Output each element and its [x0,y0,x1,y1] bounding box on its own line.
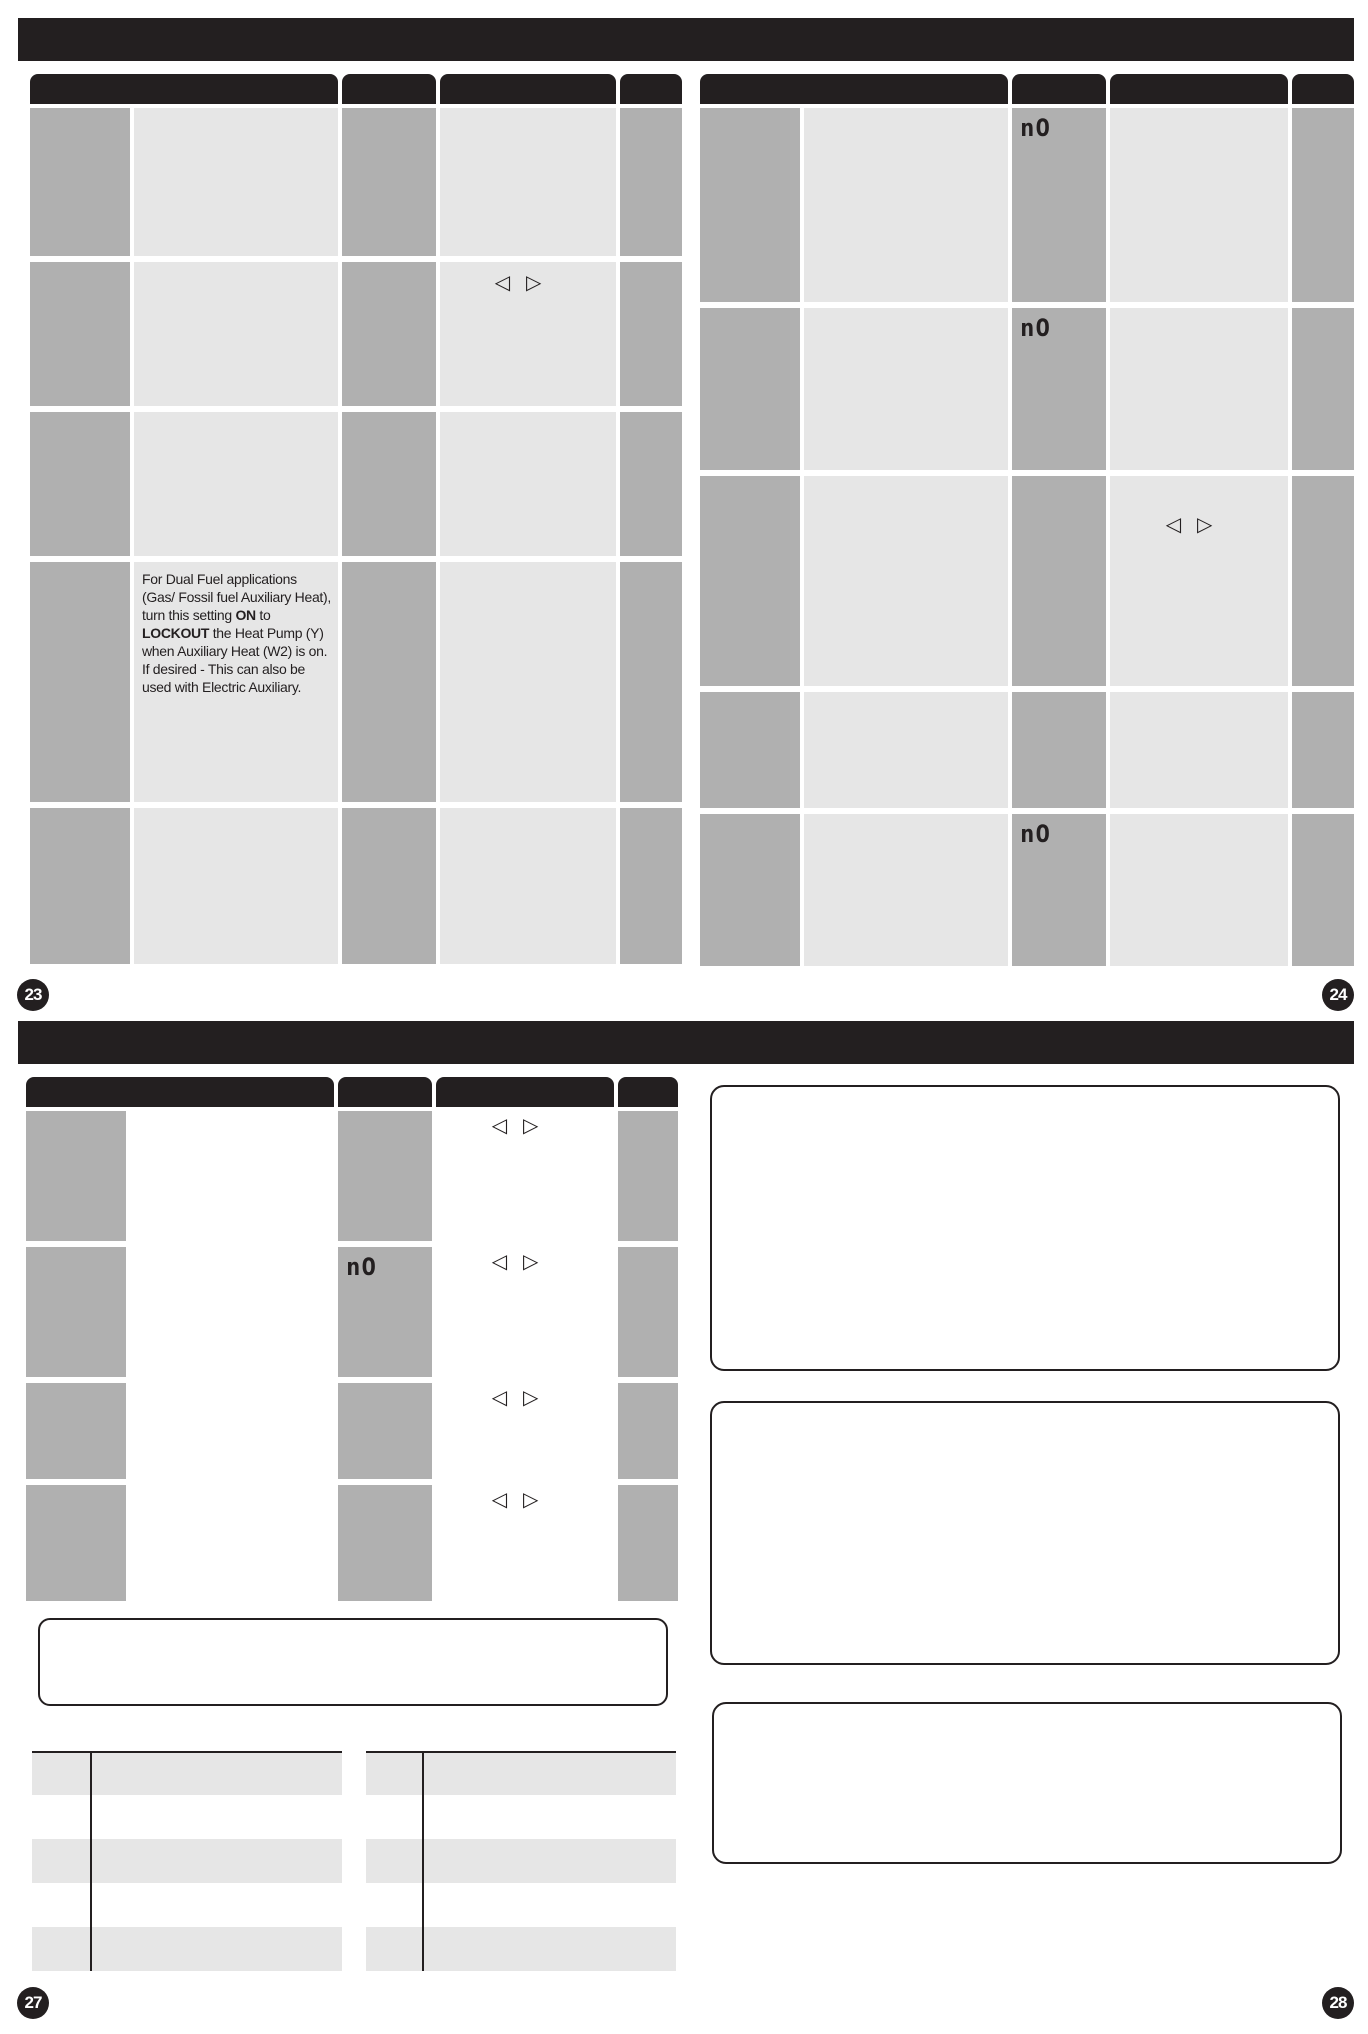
p28-info-box-3 [712,1702,1342,1864]
p23-row4-options-cell [440,562,616,802]
p23-row2-options-cell [440,262,616,406]
p27-row2-options-cell [436,1247,614,1377]
right-arrow-icon: ▷ [526,270,542,294]
dual-fuel-note-text-3: the Heat Pump (Y) when Auxiliary Heat (W2) is on. If desired - This can also be used with Electric Auxiliary. [142,625,328,695]
p24-row4-default-cell [1012,692,1106,808]
p28-info-box-2 [710,1401,1340,1665]
p27-row4-options-cell [436,1485,614,1601]
p23-row4-ref-cell [620,562,682,802]
p24-row2-options-cell [1110,308,1288,470]
p24-row3-options-cell [1110,476,1288,686]
p24-header-col-ref [1292,74,1354,104]
p27-note-box [38,1618,668,1706]
page-number-23: 23 [17,979,49,1011]
p27-row1-default-cell [338,1111,432,1241]
p27-header-col-ref [618,1077,678,1107]
p27-small-table-left-row3 [32,1839,342,1883]
p27-row4-ref-cell [618,1485,678,1601]
p23-row1-ref-cell [620,108,682,256]
right-arrow-icon: ▷ [523,1113,539,1137]
p23-header-col-options [440,74,616,104]
left-arrow-icon: ◁ [1165,512,1181,536]
p28-info-box-1 [710,1085,1340,1371]
p27-row4-default-cell [338,1485,432,1601]
p23-row3-default-cell [342,412,436,556]
p24-row3-default-cell [1012,476,1106,686]
p24-row4-label-cell [700,692,800,808]
p24-row1-label-cell [700,108,800,302]
p24-header-col-setting [700,74,1008,104]
p27-row1-description-cell [130,1111,334,1241]
p24-row2-ref-cell [1292,308,1354,470]
p27-small-table-left-row1 [32,1753,342,1795]
p23-row3-label-cell [30,412,130,556]
p23-row5-description-cell [134,808,338,964]
p24-row1-ref-cell [1292,108,1354,302]
dual-fuel-note-text-1: For Dual Fuel applications (Gas/ Fossil fuel Auxiliary Heat), turn this setting [142,571,331,623]
p23-row3-description-cell [134,412,338,556]
p24-header-col-options [1110,74,1288,104]
p24-row5-ref-cell [1292,814,1354,966]
p23-row2-label-cell [30,262,130,406]
left-arrow-icon: ◁ [491,1113,507,1137]
p27-small-table-right-row5 [366,1927,676,1971]
p24-row3-ref-cell [1292,476,1354,686]
p24-row1-options-cell [1110,108,1288,302]
p24-row5-label-cell [700,814,800,966]
p23-row4-default-cell [342,562,436,802]
right-arrow-icon: ▷ [523,1487,539,1511]
page-number-28: 28 [1322,1987,1354,2019]
p27-row3-options-cell [436,1383,614,1479]
p27-row2-label-cell [26,1247,126,1377]
dual-fuel-note-on: ON [235,607,256,623]
p27-row4-label-cell [26,1485,126,1601]
p23-row5-default-cell [342,808,436,964]
p24-row5-default-display: nO [1012,814,1106,966]
p24-row3-description-cell [804,476,1008,686]
left-arrow-icon: ◁ [494,270,510,294]
p23-row5-label-cell [30,808,130,964]
p23-row1-description-cell [134,108,338,256]
p23-row5-options-cell [440,808,616,964]
right-arrow-icon: ▷ [523,1249,539,1273]
p24-row4-options-cell [1110,692,1288,808]
p27-small-table-left-divider [90,1751,92,1971]
p24-row1-description-cell [804,108,1008,302]
left-arrow-icon: ◁ [491,1487,507,1511]
p23-header-col-ref [620,74,682,104]
p27-small-table-right-row1 [366,1753,676,1795]
p23-header-col-default [342,74,436,104]
p27-row3-description-cell [130,1383,334,1479]
p24-header-col-default [1012,74,1106,104]
page-number-27: 27 [17,1987,49,2019]
p23-row5-ref-cell [620,808,682,964]
p24-row4-description-cell [804,692,1008,808]
p27-header-col-options [436,1077,614,1107]
p24-row2-default-display: nO [1012,308,1106,470]
p23-row2-default-cell [342,262,436,406]
p27-row3-default-cell [338,1383,432,1479]
p23-row3-ref-cell [620,412,682,556]
bottom-title-band [18,1021,1354,1064]
p27-row3-ref-cell [618,1383,678,1479]
dual-fuel-note-lockout: LOCKOUT [142,625,210,641]
p23-row1-label-cell [30,108,130,256]
p23-row1-options-cell [440,108,616,256]
p27-row2-default-display: nO [338,1247,432,1377]
page-number-24: 24 [1322,979,1354,1011]
p23-row3-options-cell [440,412,616,556]
p27-row3-label-cell [26,1383,126,1479]
p27-row2-ref-cell [618,1247,678,1377]
p27-small-table-right-divider [422,1751,424,1971]
p24-row3-label-cell [700,476,800,686]
p23-row1-default-cell [342,108,436,256]
left-arrow-icon: ◁ [491,1385,507,1409]
p24-row5-options-cell [1110,814,1288,966]
right-arrow-icon: ▷ [523,1385,539,1409]
p27-header-col-setting [26,1077,334,1107]
right-arrow-icon: ▷ [1197,512,1213,536]
p23-row2-ref-cell [620,262,682,406]
p27-small-table-right-row3 [366,1839,676,1883]
p27-small-table-left-row5 [32,1927,342,1971]
p24-row5-description-cell [804,814,1008,966]
p24-row1-default-display: nO [1012,108,1106,302]
p27-row1-ref-cell [618,1111,678,1241]
p23-row2-description-cell [134,262,338,406]
p27-row4-description-cell [130,1485,334,1601]
p23-row4-label-cell [30,562,130,802]
p23-row4-description-cell [134,562,338,802]
top-title-band [18,18,1354,61]
p27-row1-options-cell [436,1111,614,1241]
p27-row2-description-cell [130,1247,334,1377]
p23-header-col-setting [30,74,338,104]
p27-header-col-default [338,1077,432,1107]
p24-row4-ref-cell [1292,692,1354,808]
p27-row1-label-cell [26,1111,126,1241]
left-arrow-icon: ◁ [491,1249,507,1273]
p24-row2-label-cell [700,308,800,470]
dual-fuel-note-text-2: to [255,607,271,623]
p24-row2-description-cell [804,308,1008,470]
